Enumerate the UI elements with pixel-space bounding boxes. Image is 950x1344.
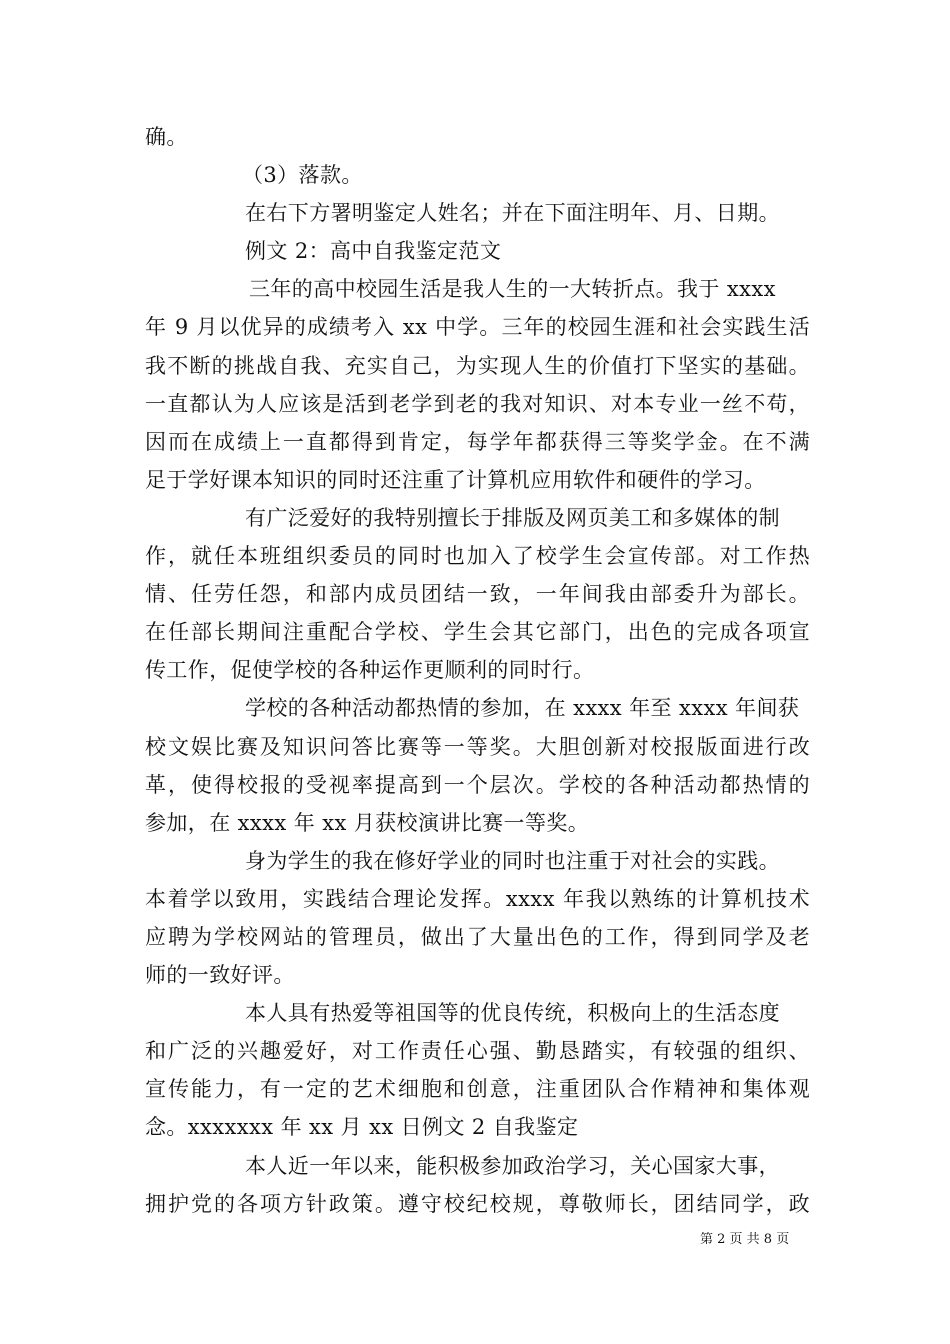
text-line: 宣传能力，有一定的艺术细胞和创意，注重团队合作精神和集体观 [145, 1077, 810, 1102]
section-heading-signature: （3）落款。 [242, 163, 363, 188]
text-line: 参加，在 xxxx 年 xx 月获校演讲比赛一等奖。 [145, 810, 590, 835]
text-line: 一直都认为人应该是活到老学到老的我对知识、对本专业一丝不苟， [145, 391, 810, 416]
paragraph-first-line: 本人近一年以来，能积极参加政治学习，关心国家大事， [245, 1153, 780, 1178]
text-line: 校文娱比赛及知识问答比赛等一等奖。大胆创新对校报版面进行改 [145, 734, 810, 759]
text-line: 念。xxxxxxx 年 xx 月 xx 日例文 2 自我鉴定 [145, 1115, 579, 1140]
page-number: 第 2 页 共 8 页 [700, 1232, 790, 1247]
text-line: 师的一致好评。 [145, 963, 295, 988]
paragraph-first-line: 有广泛爱好的我特别擅长于排版及网页美工和多媒体的制 [245, 505, 780, 530]
text-line: 在右下方署明鉴定人姓名；并在下面注明年、月、日期。 [245, 201, 780, 226]
document-body [145, 118, 810, 1223]
paragraph-first-line: 身为学生的我在修好学业的同时也注重于对社会的实践。 [245, 848, 780, 873]
text-line: 年 9 月以优异的成绩考入 xx 中学。三年的校园生涯和社会实践生活 [145, 315, 810, 340]
text-line: 我不断的挑战自我、充实自己，为实现人生的价值打下坚实的基础。 [145, 353, 810, 378]
text-line: 革，使得校报的受视率提高到一个层次。学校的各种活动都热情的 [145, 772, 810, 797]
text-line: 应聘为学校网站的管理员，做出了大量出色的工作，得到同学及老 [145, 924, 810, 949]
paragraph-first-line: 学校的各种活动都热情的参加，在 xxxx 年至 xxxx 年间获 [245, 696, 800, 721]
text-line: 确。 [145, 125, 188, 149]
text-line: 因而在成绩上一直都得到肯定，每学年都获得三等奖学金。在不满 [145, 429, 810, 454]
text-line: 足于学好课本知识的同时还注重了计算机应用软件和硬件的学习。 [145, 467, 766, 492]
text-line: 在任部长期间注重配合学校、学生会其它部门，出色的完成各项宣 [145, 620, 810, 645]
text-line: 情、任劳任怨，和部内成员团结一致，一年间我由部委升为部长。 [145, 582, 810, 607]
text-line: 本着学以致用，实践结合理论发挥。xxxx 年我以熟练的计算机技术 [145, 886, 810, 911]
example-heading: 例文 2：高中自我鉴定范文 [245, 239, 502, 264]
paragraph-first-line: 三年的高中校园生活是我人生的一大转折点。我于 xxxx [249, 277, 776, 302]
paragraph-first-line: 本人具有热爱等祖国等的优良传统，积极向上的生活态度 [245, 1001, 780, 1026]
text-line: 作，就任本班组织委员的同时也加入了校学生会宣传部。对工作热 [145, 544, 810, 569]
text-line: 传工作，促使学校的各种运作更顺利的同时行。 [145, 658, 595, 683]
text-line: 和广泛的兴趣爱好，对工作责任心强、勤恳踏实，有较强的组织、 [145, 1039, 810, 1064]
page-footer [700, 1231, 820, 1249]
text-line: 拥护党的各项方针政策。遵守校纪校规，尊敬师长，团结同学，政 [145, 1191, 810, 1216]
